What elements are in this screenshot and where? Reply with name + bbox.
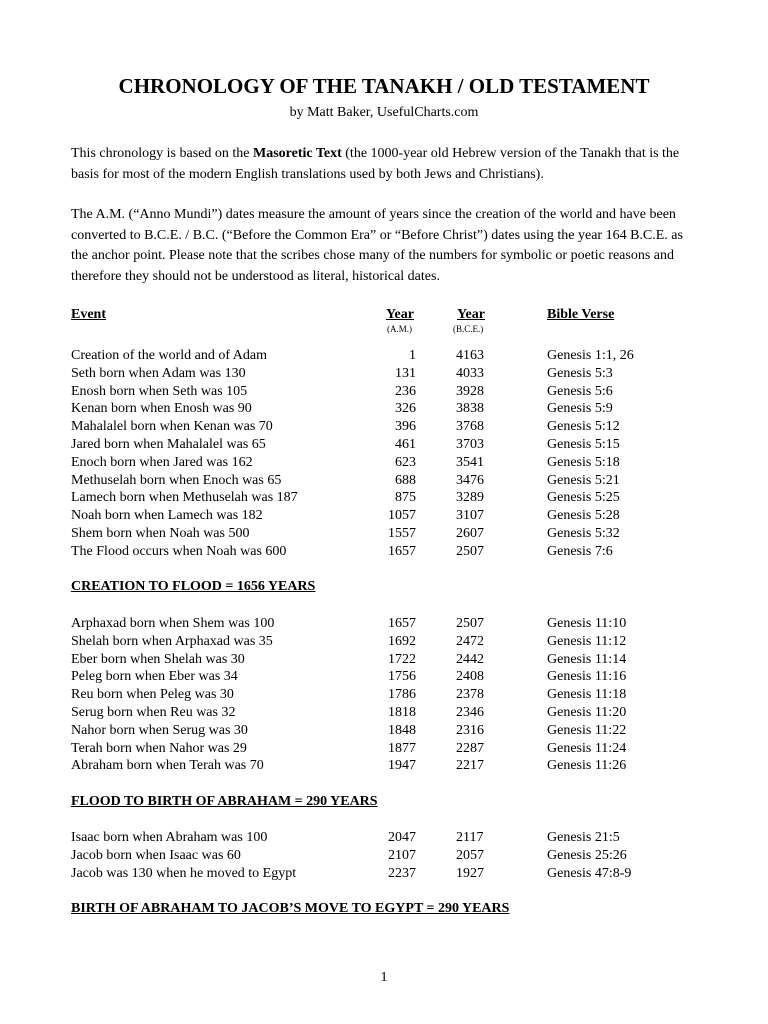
year-bce-cell: 2057 xyxy=(456,847,484,863)
year-bce-cell: 2507 xyxy=(456,616,484,631)
event-cell: Noah born when Lamech was 182 xyxy=(71,508,263,524)
bible-verse-cell: Genesis 7:6 xyxy=(547,543,613,559)
year-bce-cell: 3541 xyxy=(456,454,484,470)
intro-paragraph-2: The A.M. (“Anno Mundi”) dates measure the amount of years since the creation of the world and have been converted to B.C.E. / B.C. (“Before the Common Era” or “Before Christ”) dates using the year 164 B.C.E. as the anchor point. Please note that the scribes chose many of the numbers for symbolic or poetic reasons and therefore they should not be understood as literal, historical dates. xyxy=(71,207,683,285)
bible-verse-cell: Genesis 1:1, 26 xyxy=(547,348,634,363)
year-bce-cell: 2287 xyxy=(456,740,484,756)
bible-verse-cell: Genesis 5:3 xyxy=(547,365,613,381)
bible-verse-cell: Genesis 5:12 xyxy=(547,419,620,435)
byline: by Matt Baker, UsefulCharts.com xyxy=(289,105,479,120)
table-row xyxy=(0,704,768,722)
year-bce-cell: 3289 xyxy=(456,490,484,506)
event-cell: Reu born when Peleg was 30 xyxy=(71,687,234,703)
year-am-cell: 875 xyxy=(395,490,416,506)
header-event: Event xyxy=(71,307,106,322)
event-cell: Lamech born when Methuselah was 187 xyxy=(71,490,298,506)
section-summary: FLOOD TO BIRTH OF ABRAHAM = 290 YEARS xyxy=(71,793,378,809)
event-cell: Creation of the world and of Adam xyxy=(71,348,267,363)
year-bce-cell: 2346 xyxy=(456,705,484,720)
table-row xyxy=(0,489,768,507)
table-row xyxy=(0,525,768,543)
section-summary: BIRTH OF ABRAHAM TO JACOB’S MOVE TO EGYPT = 290 YEARS xyxy=(71,900,510,916)
header-year-bce-sub: (B.C.E.) xyxy=(453,324,484,334)
event-cell: Jacob born when Isaac was 60 xyxy=(71,847,241,863)
table-row xyxy=(0,347,768,365)
table-row xyxy=(0,847,768,865)
year-bce-cell: 1927 xyxy=(456,865,484,881)
year-bce-cell: 2472 xyxy=(456,633,484,649)
header-year-am: Year xyxy=(386,307,414,322)
document-title: CHRONOLOGY OF THE TANAKH / OLD TESTAMENT xyxy=(118,74,650,98)
year-am-cell: 1947 xyxy=(388,758,416,774)
bible-verse-cell: Genesis 11:14 xyxy=(547,651,627,667)
event-cell: Jacob was 130 when he moved to Egypt xyxy=(71,865,297,881)
year-bce-cell: 2408 xyxy=(456,669,484,685)
year-am-cell: 1657 xyxy=(388,543,416,559)
page-number: 1 xyxy=(380,970,388,985)
table-row xyxy=(0,722,768,740)
year-am-cell: 2107 xyxy=(388,847,416,863)
bible-verse-cell: Genesis 11:10 xyxy=(547,616,627,631)
event-cell: Kenan born when Enosh was 90 xyxy=(71,401,252,417)
event-cell: Jared born when Mahalalel was 65 xyxy=(71,437,266,452)
event-cell: Serug born when Reu was 32 xyxy=(71,705,236,720)
year-bce-cell: 4163 xyxy=(456,348,484,363)
event-cell: Arphaxad born when Shem was 100 xyxy=(71,616,275,631)
event-cell: Enosh born when Seth was 105 xyxy=(71,383,248,399)
bible-verse-cell: Genesis 5:6 xyxy=(547,383,613,399)
table-row xyxy=(0,436,768,454)
bible-verse-cell: Genesis 11:18 xyxy=(547,687,627,703)
event-cell: Terah born when Nahor was 29 xyxy=(71,740,247,756)
year-am-cell: 1692 xyxy=(388,633,416,649)
year-am-cell: 1818 xyxy=(388,705,416,720)
intro-p1-after: (the 1000-year old Hebrew version of the Tanakh that is the basis for most of the modern English translations used by both Jews and Christians). xyxy=(71,146,680,182)
event-cell: Methuselah born when Enoch was 65 xyxy=(71,472,282,488)
year-bce-cell: 2378 xyxy=(456,687,484,703)
table-row xyxy=(0,668,768,686)
event-cell: Abraham born when Terah was 70 xyxy=(71,758,264,774)
year-bce-cell: 4033 xyxy=(456,365,484,381)
table-row xyxy=(0,633,768,651)
event-cell: Isaac born when Abraham was 100 xyxy=(71,830,268,845)
year-bce-cell: 2217 xyxy=(456,758,484,774)
year-bce-cell: 3703 xyxy=(456,437,484,452)
table-row xyxy=(0,686,768,704)
year-am-cell: 623 xyxy=(395,454,416,470)
year-bce-cell: 3838 xyxy=(456,401,484,417)
bible-verse-cell: Genesis 11:12 xyxy=(547,633,627,649)
header-year-am-sub: (A.M.) xyxy=(387,324,412,334)
bible-verse-cell: Genesis 25:26 xyxy=(547,847,627,863)
year-am-cell: 1756 xyxy=(388,669,416,685)
year-am-cell: 1 xyxy=(409,348,416,363)
table-row xyxy=(0,365,768,383)
table-row xyxy=(0,740,768,758)
table-row xyxy=(0,651,768,669)
table-row xyxy=(0,829,768,847)
event-cell: Enoch born when Jared was 162 xyxy=(71,454,253,470)
year-am-cell: 1057 xyxy=(388,508,416,524)
year-am-cell: 2047 xyxy=(388,830,416,845)
header-year-bce: Year xyxy=(457,307,485,322)
intro-p1-before: This chronology is based on the xyxy=(71,146,253,161)
bible-verse-cell: Genesis 11:16 xyxy=(547,669,627,685)
event-cell: The Flood occurs when Noah was 600 xyxy=(71,543,287,559)
table-row xyxy=(0,418,768,436)
year-bce-cell: 2316 xyxy=(456,722,484,738)
section-summary: CREATION TO FLOOD = 1656 YEARS xyxy=(71,579,316,595)
bible-verse-cell: Genesis 5:28 xyxy=(547,508,620,524)
year-bce-cell: 3107 xyxy=(456,508,484,524)
year-am-cell: 396 xyxy=(395,419,416,435)
year-am-cell: 688 xyxy=(395,472,416,488)
event-cell: Eber born when Shelah was 30 xyxy=(71,651,245,667)
year-am-cell: 1722 xyxy=(388,651,416,667)
table-row xyxy=(0,400,768,418)
bible-verse-cell: Genesis 5:21 xyxy=(547,472,620,488)
table-row xyxy=(0,507,768,525)
bible-verse-cell: Genesis 5:9 xyxy=(547,401,613,417)
bible-verse-cell: Genesis 5:32 xyxy=(547,526,620,541)
table-row xyxy=(0,543,768,561)
bible-verse-cell: Genesis 5:25 xyxy=(547,490,620,506)
bible-verse-cell: Genesis 11:20 xyxy=(547,705,627,720)
table-row xyxy=(0,757,768,775)
year-am-cell: 236 xyxy=(395,383,416,399)
bible-verse-cell: Genesis 5:18 xyxy=(547,454,620,470)
bible-verse-cell: Genesis 21:5 xyxy=(547,830,620,845)
event-cell: Peleg born when Eber was 34 xyxy=(71,669,238,685)
year-bce-cell: 3928 xyxy=(456,383,484,399)
event-cell: Seth born when Adam was 130 xyxy=(71,365,246,381)
year-am-cell: 1877 xyxy=(388,740,416,756)
table-row xyxy=(0,865,768,883)
year-am-cell: 1786 xyxy=(388,687,416,703)
bible-verse-cell: Genesis 11:22 xyxy=(547,722,627,738)
year-am-cell: 1848 xyxy=(388,722,416,738)
event-cell: Mahalalel born when Kenan was 70 xyxy=(71,419,273,435)
year-am-cell: 326 xyxy=(395,401,416,417)
year-bce-cell: 2442 xyxy=(456,651,484,667)
bible-verse-cell: Genesis 11:26 xyxy=(547,758,627,774)
event-cell: Shelah born when Arphaxad was 35 xyxy=(71,633,273,649)
bible-verse-cell: Genesis 11:24 xyxy=(547,740,627,756)
year-bce-cell: 2607 xyxy=(456,526,484,541)
intro-p1-bold: Masoretic Text xyxy=(252,146,342,161)
year-am-cell: 461 xyxy=(395,437,416,452)
year-bce-cell: 3476 xyxy=(456,472,484,488)
bible-verse-cell: Genesis 5:15 xyxy=(547,437,620,452)
table-row xyxy=(0,615,768,633)
year-am-cell: 131 xyxy=(395,365,416,381)
table-row xyxy=(0,472,768,490)
event-cell: Nahor born when Serug was 30 xyxy=(71,722,248,738)
table-row xyxy=(0,454,768,472)
year-am-cell: 1557 xyxy=(388,526,416,541)
year-bce-cell: 3768 xyxy=(456,419,484,435)
year-am-cell: 2237 xyxy=(388,865,416,881)
year-bce-cell: 2117 xyxy=(456,830,484,845)
intro-paragraph-1 xyxy=(71,144,699,185)
table-row xyxy=(0,383,768,401)
event-cell: Shem born when Noah was 500 xyxy=(71,526,250,541)
table-header-row xyxy=(0,306,768,324)
year-bce-cell: 2507 xyxy=(456,543,484,559)
bible-verse-cell: Genesis 47:8-9 xyxy=(547,865,632,881)
header-bible-verse: Bible Verse xyxy=(547,307,615,322)
year-am-cell: 1657 xyxy=(388,616,416,631)
